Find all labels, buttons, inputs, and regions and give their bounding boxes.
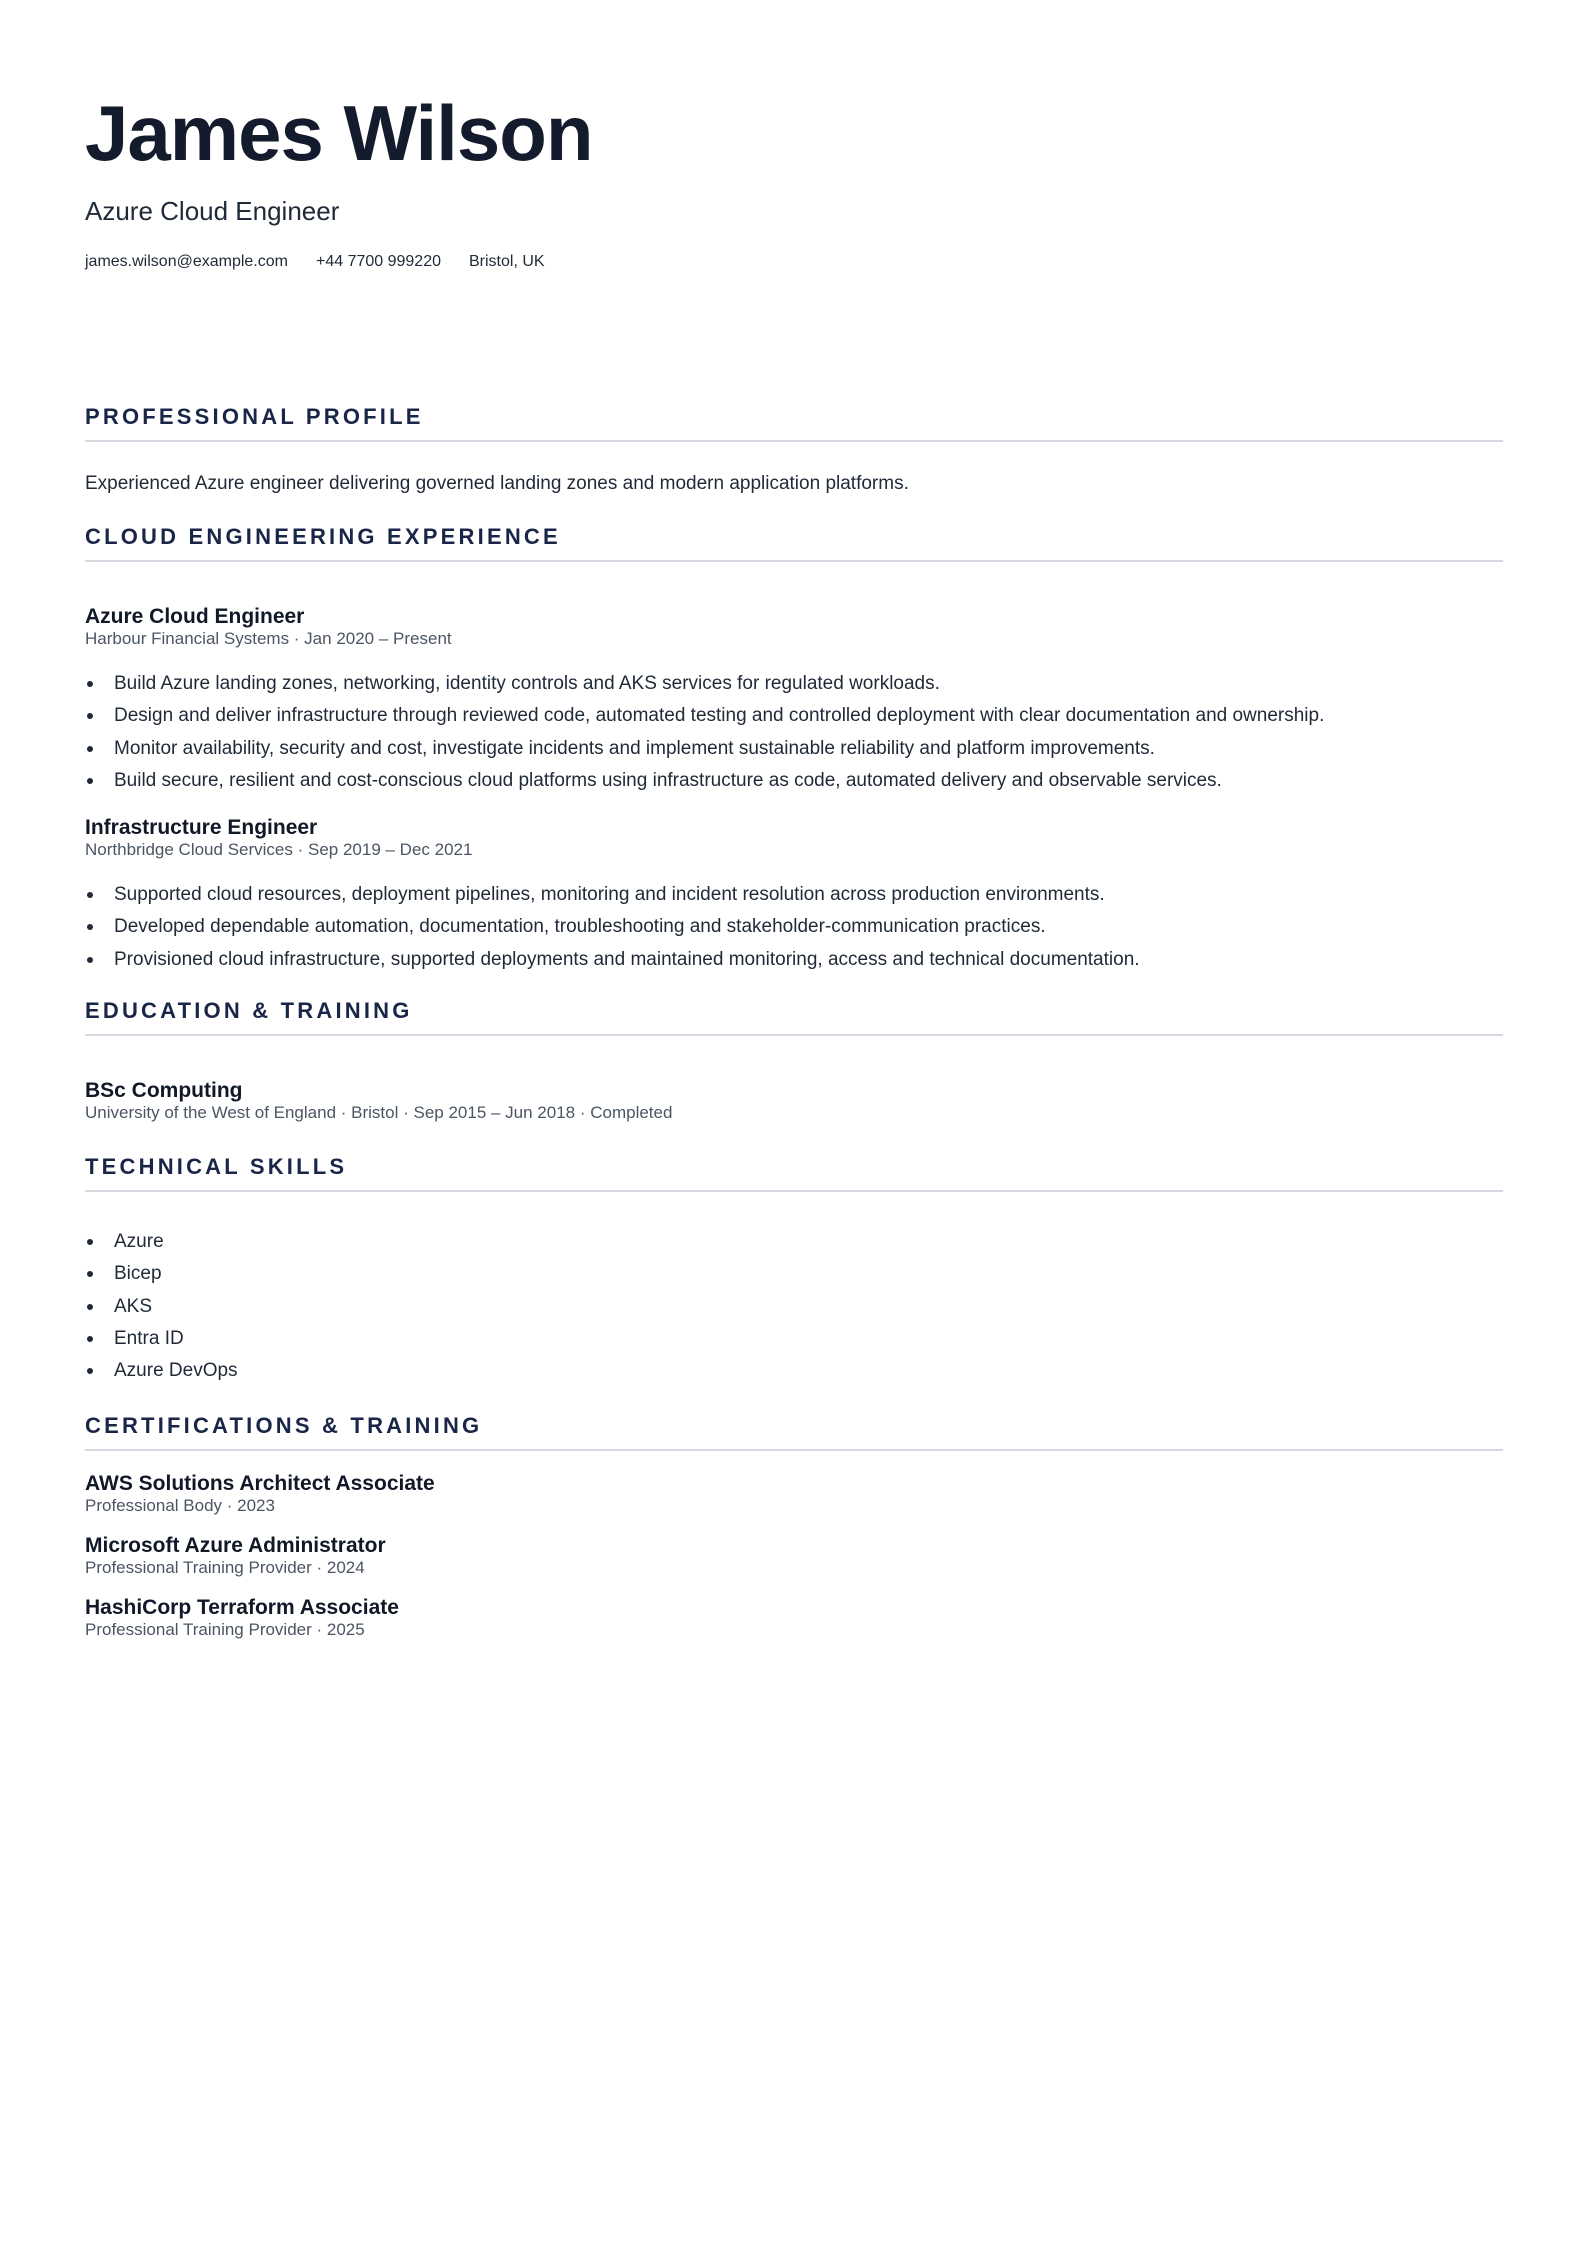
job-meta: Harbour Financial Systems · Jan 2020 – Present — [85, 629, 452, 648]
section-divider — [85, 440, 1503, 442]
skill-item: Azure DevOps — [85, 1361, 1503, 1393]
education-title: BSc Computing — [85, 1079, 243, 1102]
candidate-role: Azure Cloud Engineer — [85, 196, 340, 226]
skill-item: Azure — [85, 1232, 1503, 1264]
job-title: Infrastructure Engineer — [85, 816, 318, 839]
job-bullet: Monitor availability, security and cost, investigate incidents and implement sustainable reliability and platform improvements. — [85, 739, 1503, 771]
section-divider — [85, 1449, 1503, 1451]
profile-summary: Experienced Azure engineer delivering governed landing zones and modern application platforms. — [85, 473, 909, 494]
job-bullets — [85, 674, 1503, 803]
job-bullet: Build Azure landing zones, networking, identity controls and AKS services for regulated workloads. — [85, 674, 1503, 706]
job-bullet: Design and deliver infrastructure through reviewed code, automated testing and controlled deployment with clear documentation and ownership. — [85, 706, 1503, 738]
certification-title: AWS Solutions Architect Associate — [85, 1472, 435, 1495]
certification-meta: Professional Body · 2023 — [85, 1496, 275, 1515]
contact-info — [85, 254, 545, 270]
certification-meta: Professional Training Provider · 2025 — [85, 1620, 365, 1639]
job-bullet: Developed dependable automation, documentation, troubleshooting and stakeholder-communication practices. — [85, 917, 1503, 949]
skill-item: Entra ID — [85, 1329, 1503, 1361]
education-meta: University of the West of England · Bristol · Sep 2015 – Jun 2018 · Completed — [85, 1103, 673, 1122]
section-heading-profile: PROFESSIONAL PROFILE — [85, 404, 424, 429]
section-divider — [85, 1034, 1503, 1036]
certification-meta: Professional Training Provider · 2024 — [85, 1558, 365, 1577]
job-meta: Northbridge Cloud Services · Sep 2019 – Dec 2021 — [85, 840, 473, 859]
job-bullet: Build secure, resilient and cost-conscious cloud platforms using infrastructure as code, automated delivery and observable services. — [85, 771, 1503, 803]
skills-list — [85, 1232, 1503, 1393]
job-bullets — [85, 885, 1503, 982]
job-bullet: Supported cloud resources, deployment pipelines, monitoring and incident resolution across production environments. — [85, 885, 1503, 917]
job-bullet: Provisioned cloud infrastructure, supported deployments and maintained monitoring, access and technical documentation. — [85, 950, 1503, 982]
certification-title: Microsoft Azure Administrator — [85, 1534, 386, 1557]
section-heading-skills: TECHNICAL SKILLS — [85, 1154, 348, 1179]
section-divider — [85, 1190, 1503, 1192]
skill-item: Bicep — [85, 1264, 1503, 1296]
section-divider — [85, 560, 1503, 562]
candidate-name: James Wilson — [85, 89, 593, 177]
section-heading-certifications: CERTIFICATIONS & TRAINING — [85, 1413, 483, 1438]
contact-location: Bristol, UK — [469, 253, 545, 270]
skill-item: AKS — [85, 1297, 1503, 1329]
contact-phone: +44 7700 999220 — [315, 253, 441, 270]
certification-title: HashiCorp Terraform Associate — [85, 1596, 399, 1619]
contact-email: james.wilson@example.com — [85, 253, 288, 270]
section-heading-experience: CLOUD ENGINEERING EXPERIENCE — [85, 524, 561, 549]
section-heading-education: EDUCATION & TRAINING — [85, 998, 413, 1023]
job-title: Azure Cloud Engineer — [85, 605, 305, 628]
